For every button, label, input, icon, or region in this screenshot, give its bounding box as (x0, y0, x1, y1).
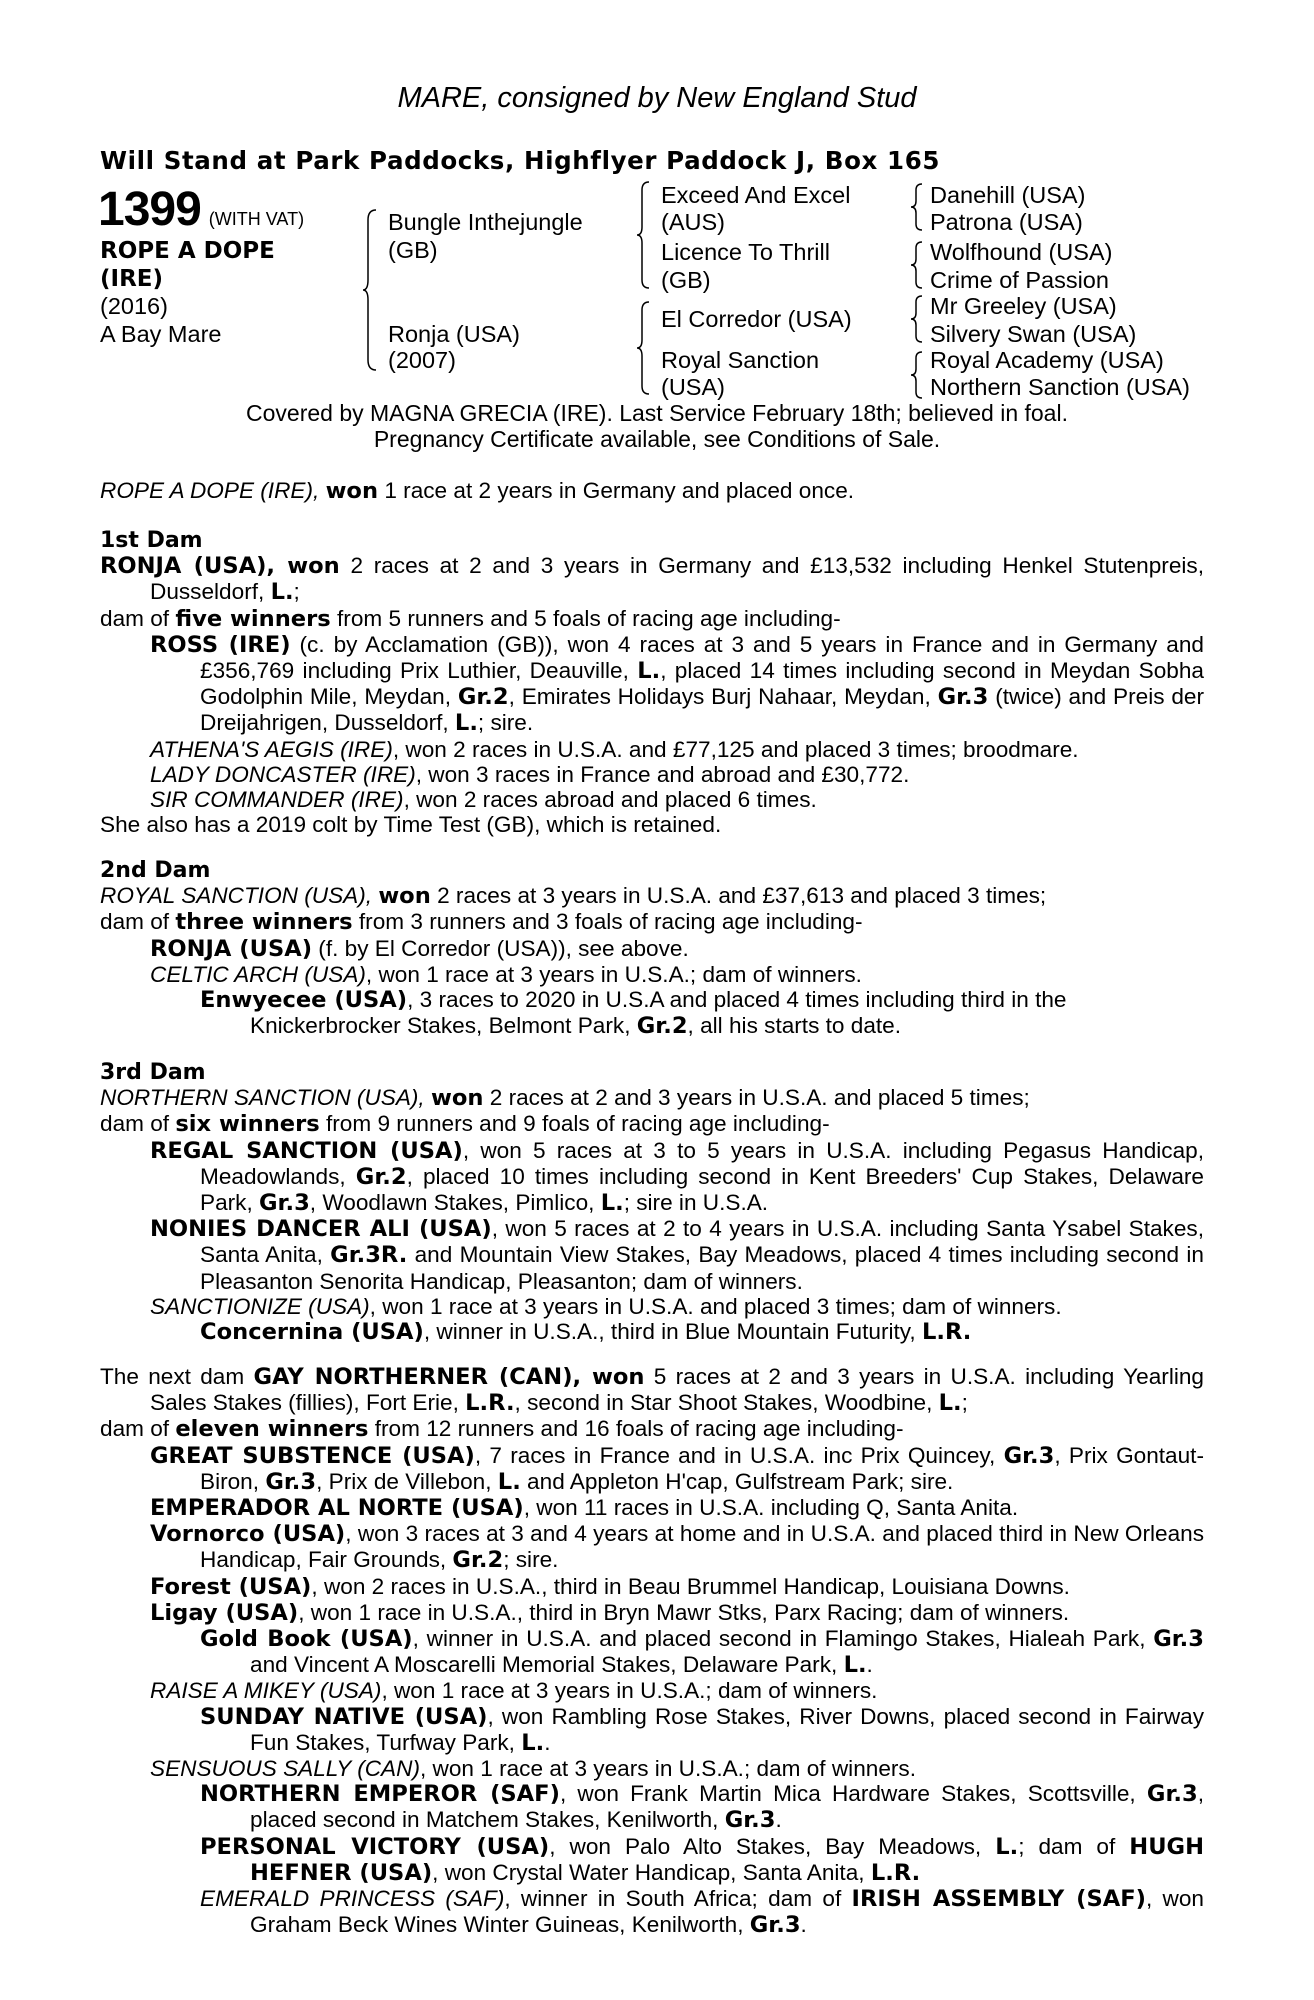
won-word: won (378, 883, 431, 910)
group-mark: Gr.3 (1153, 1626, 1204, 1653)
sensuous-text: , won 1 race at 3 years in U.S.A.; dam of winners. (419, 1756, 916, 1782)
sanctionize-text: , won 1 race at 3 years in U.S.A. and placed 3 times; dam of winners. (369, 1293, 1062, 1319)
regal-text: , won 5 races at 3 to 5 years in U.S.A. including Pegasus Handicap, Meadowlands, (200, 1137, 1204, 1189)
punct: . (775, 1807, 782, 1833)
first-dam-section (100, 528, 1204, 837)
second-dam-lead (100, 883, 1204, 909)
ross-entry (100, 632, 1204, 737)
vornorco-name: Vornorco (USA) (150, 1521, 346, 1548)
listed-mark: L. (497, 1468, 521, 1495)
regal-name: REGAL SANCTION (USA) (150, 1137, 463, 1164)
horse-year: (2016) (100, 293, 168, 319)
group-mark: Gr.3 (265, 1468, 317, 1495)
sds-name: Wolfhound (USA) (930, 239, 1113, 265)
regal-text: , placed 10 times including second in Kent Breeders' Cup Stakes, Delaware Park, (200, 1163, 1204, 1216)
gold-book-name: Gold Book (USA) (200, 1626, 413, 1653)
sir-text: , won 2 races abroad and placed 6 times. (403, 787, 817, 813)
northern-emperor-name: NORTHERN EMPEROR (SAF) (200, 1781, 560, 1808)
personal-victory-entry (100, 1834, 1204, 1886)
ligay-entry (100, 1600, 1204, 1626)
group-mark: Gr.3 (749, 1912, 801, 1939)
second-dam-name: ROYAL SANCTION (USA), (100, 883, 373, 909)
sunday-name: SUNDAY NATIVE (USA) (200, 1703, 488, 1730)
sd-country: (GB) (661, 267, 711, 293)
ss-brace (910, 182, 924, 232)
sensuous-entry (100, 1756, 1204, 1781)
concernina-name: Concernina (USA) (200, 1319, 424, 1346)
listed-mark: L. (995, 1833, 1019, 1860)
third-dam-lead (100, 1085, 1204, 1111)
gold-text: , winner in U.S.A. and placed second in Flamingo Stakes, Hialeah Park, (412, 1626, 1154, 1652)
enwyecee-name: Enwyecee (USA) (200, 987, 408, 1014)
forest-text: , won 2 races in U.S.A., third in Beau Brummel Handicap, Louisiana Downs. (311, 1573, 1070, 1599)
vat-note: (WITH VAT) (208, 209, 305, 229)
athena-name: ATHENA'S AEGIS (IRE) (150, 736, 393, 762)
ross-text: , Emirates Holidays Burj Nahaar, Meydan, (508, 684, 938, 710)
ronja-text: (f. by El Corredor (USA)), see above. (312, 935, 689, 961)
sir-entry (100, 787, 1204, 812)
horse-description: A Bay Mare (100, 321, 222, 347)
next-dam-text: , second in Star Shoot Stakes, Woodbine, (514, 1390, 939, 1416)
ross-text: (c. by Acclamation (GB)), won 4 races at 3 and 5 years in France and in Germany and £356,769 including Prix Luthier, Deauville, (200, 631, 1204, 684)
regal-text: , Woodlawn Stakes, Pimlico, (309, 1190, 601, 1216)
dam-year: (2007) (388, 347, 456, 373)
great-substence-entry (100, 1443, 1204, 1495)
vornorco-text: , won 3 races at 3 and 4 years at home and in U.S.A. and placed third in New Orleans Handicap, Fair Grounds, (200, 1521, 1205, 1573)
dam-of-prefix: dam of (100, 605, 176, 631)
second-dam-text: 2 races at 3 years in U.S.A. and £37,613 and placed 3 times; (430, 883, 1047, 909)
lot-number-value: 1399 (98, 183, 201, 236)
first-dam-heading: 1st Dam (100, 528, 203, 553)
sire-name: Bungle Inthejungle (388, 209, 583, 235)
third-dam-section (100, 1060, 1204, 1345)
emerald-princess-entry (100, 1886, 1204, 1938)
sd-brace (910, 240, 924, 290)
group-mark: Gr.3R. (330, 1242, 408, 1269)
intro-name: ROPE A DOPE (IRE), (100, 478, 320, 503)
emperador-text: , won 11 races in U.S.A. including Q, Santa Anita. (523, 1495, 1019, 1521)
sire-brace (636, 180, 652, 290)
personal-victory-name: PERSONAL VICTORY (USA) (200, 1833, 550, 1860)
listed-restricted-mark: L.R. (921, 1319, 972, 1346)
next-dam-of (100, 1416, 1204, 1442)
third-dam-heading: 3rd Dam (100, 1060, 206, 1085)
second-dam-section (100, 858, 1204, 1039)
ep-text: , winner in South Africa; dam of (504, 1886, 852, 1912)
gold-book-entry (100, 1626, 1204, 1678)
listed-mark: L. (843, 1652, 867, 1679)
celtic-name: CELTIC ARCH (USA) (150, 961, 366, 987)
dam-of-prefix: dam of (100, 1111, 176, 1137)
next-dam-name: GAY NORTHERNER (CAN), won (253, 1364, 645, 1390)
dam-of-prefix: dam of (100, 909, 176, 935)
celtic-text: , won 1 race at 3 years in U.S.A.; dam of winners. (365, 961, 862, 987)
concernina-entry (100, 1319, 1204, 1345)
listed-mark: L. (454, 710, 478, 737)
hugh-hefner-name: HUGH HEFNER (USA) (250, 1833, 1205, 1886)
ross-name: ROSS (IRE) (150, 631, 291, 658)
also-note: She also has a 2019 colt by Time Test (GB), which is retained. (100, 812, 722, 838)
enwyecee-text: , all his starts to date. (687, 1013, 902, 1039)
ds-name: El Corredor (USA) (661, 306, 852, 332)
listed-restricted-mark: L.R. (870, 1859, 921, 1886)
dd-name: Royal Sanction (661, 347, 820, 373)
winners-count: eleven winners (175, 1416, 369, 1443)
sire-dam-brace (362, 208, 380, 372)
gold-text: and Vincent A Moscarelli Memorial Stakes, Delaware Park, (250, 1652, 844, 1678)
pregnancy-line: Pregnancy Certificate available, see Conditions of Sale. (373, 426, 941, 452)
group-mark: Gr.2 (457, 684, 509, 711)
dds-name: Royal Academy (USA) (930, 347, 1164, 373)
lady-name: LADY DONCASTER (IRE) (150, 761, 416, 787)
group-mark: Gr.3 (1003, 1442, 1055, 1469)
punct: ; (961, 1390, 968, 1416)
page-title: MARE, consigned by New England Stud (397, 82, 917, 114)
vornorco-text: ; sire. (503, 1547, 559, 1573)
nonies-entry (100, 1216, 1204, 1294)
enwyecee-entry (100, 987, 1204, 1039)
winners-count: three winners (175, 909, 353, 936)
northern-emperor-entry (100, 1781, 1204, 1833)
ne-text: , won Frank Martin Mica Hardware Stakes, Scottsville, (559, 1781, 1147, 1807)
sdd-name: Crime of Passion (930, 267, 1109, 293)
sunday-entry (100, 1704, 1204, 1756)
dam-of-suffix: from 5 runners and 5 foals of racing age including- (330, 605, 841, 631)
covered-line: Covered by MAGNA GRECIA (IRE). Last Service February 18th; believed in foal. (246, 400, 1068, 426)
gs-text: , 7 races in France and in U.S.A. inc Prix Quincey, (474, 1442, 1004, 1468)
ss-name: Exceed And Excel (661, 182, 851, 208)
ds-brace (910, 294, 924, 344)
next-dam-section (100, 1364, 1204, 1938)
group-mark: Gr.2 (355, 1163, 407, 1190)
sire-country: (GB) (388, 237, 438, 263)
listed-mark: L. (938, 1390, 962, 1417)
intro-rest: 1 race at 2 years in Germany and placed once. (378, 478, 855, 503)
horse-name-line1: ROPE A DOPE (100, 238, 275, 264)
ronja-name: RONJA (USA) (150, 935, 313, 962)
forest-entry (100, 1574, 1204, 1600)
punct: . (866, 1652, 873, 1678)
punct: ; (293, 579, 300, 605)
first-dam-lead (100, 553, 1204, 605)
pv-text: ; dam of (1018, 1833, 1130, 1859)
ross-text: ; sire. (477, 710, 534, 736)
forest-name: Forest (USA) (150, 1573, 312, 1600)
group-mark: Gr.3 (1146, 1781, 1198, 1808)
dam-of-suffix: from 9 runners and 9 foals of racing age including- (319, 1111, 830, 1137)
ross-text: (twice) and Preis der Dreijahrigen, Dusseldorf, (200, 684, 1205, 736)
celtic-entry (100, 962, 1204, 987)
ss-country: (AUS) (661, 209, 725, 235)
ddd-name: Northern Sanction (USA) (930, 374, 1190, 400)
dam-name: Ronja (USA) (388, 321, 520, 347)
raise-name: RAISE A MIKEY (USA) (150, 1678, 382, 1704)
dam-brace (636, 300, 652, 396)
group-mark: Gr.3 (259, 1190, 310, 1217)
emperador-entry (100, 1495, 1204, 1521)
next-dam-prefix: The next dam (100, 1364, 254, 1389)
next-dam-text: 5 races at 2 and 3 years in U.S.A. including Yearling Sales Stakes (fillies), Fort Erie, (150, 1364, 1204, 1416)
nonies-name: NONIES DANCER ALI (USA) (150, 1216, 492, 1243)
regal-entry (100, 1138, 1204, 1217)
third-dam-of (100, 1111, 1204, 1137)
ligay-text: , won 1 race in U.S.A., third in Bryn Mawr Stks, Parx Racing; dam of winners. (298, 1599, 1070, 1625)
dd-brace (910, 350, 924, 400)
lady-text: , won 3 races in France and abroad and £30,772. (415, 761, 910, 787)
emerald-princess-name: EMERALD PRINCESS (SAF) (200, 1886, 505, 1912)
sunday-text: , won Rambling Rose Stakes, River Downs, placed second in Fairway Fun Stakes, Turfway Park, (250, 1703, 1204, 1755)
ssd-name: Patrona (USA) (930, 209, 1083, 235)
dam-of-prefix: dam of (100, 1416, 176, 1442)
listed-restricted-mark: L.R. (465, 1390, 515, 1417)
dam-of-suffix: from 3 runners and 3 foals of racing age including- (352, 909, 863, 935)
first-dam-of (100, 606, 1204, 632)
sensuous-name: SENSUOUS SALLY (CAN) (150, 1756, 420, 1782)
ligay-name: Ligay (USA) (150, 1599, 299, 1626)
emperador-name: EMPERADOR AL NORTE (USA) (150, 1495, 524, 1522)
punct: . (544, 1729, 551, 1755)
sd-name: Licence To Thrill (661, 239, 830, 265)
regal-text: ; sire in U.S.A. (623, 1190, 769, 1216)
intro-won: won (325, 478, 379, 504)
sanctionize-entry (100, 1294, 1204, 1319)
irish-assembly-name: IRISH ASSEMBLY (SAF) (851, 1886, 1146, 1913)
great-substence-name: GREAT SUBSTENCE (USA) (150, 1442, 475, 1469)
lot-number (98, 182, 304, 237)
listed-mark: L. (637, 658, 661, 685)
dam-of-suffix: from 12 runners and 16 foals of racing age including- (368, 1416, 904, 1442)
ross-text: , placed 14 times including second in Meydan Sobha Godolphin Mile, Meydan, (200, 658, 1204, 710)
dsd-name: Silvery Swan (USA) (930, 321, 1137, 347)
ne-text: , placed second in Matchem Stakes, Kenilworth, (250, 1781, 1204, 1833)
winners-count: five winners (175, 605, 331, 632)
pv-text: , won Palo Alto Stakes, Bay Meadows, (549, 1833, 996, 1859)
punct: . (800, 1912, 807, 1938)
group-mark: Gr.2 (452, 1547, 504, 1574)
first-dam-text: 2 races at 2 and 3 years in Germany and £13,532 including Henkel Stutenpreis, Dusseldorf, (150, 553, 1204, 605)
intro-paragraph (100, 478, 1204, 504)
stand-location: Will Stand at Park Paddocks, Highflyer Paddock J, Box 165 (100, 146, 940, 175)
sss-name: Danehill (USA) (930, 182, 1086, 208)
horse-name-line2: (IRE) (100, 266, 164, 292)
athena-text: , won 2 races in U.S.A. and £77,125 and placed 3 times; broodmare. (392, 736, 1079, 762)
enwyecee-text: , 3 races to 2020 in U.S.A and placed 4 times including third in the Knickerbrocker Stakes, Belmont Park, (250, 987, 1067, 1039)
group-mark: Gr.3 (724, 1807, 776, 1834)
won-word: won (430, 1085, 484, 1112)
nonies-text: and Mountain View Stakes, Bay Meadows, placed 4 times including second in Pleasanton Senorita Handicap, Pleasanton; dam of winners. (200, 1242, 1204, 1294)
listed-mark: L. (270, 579, 294, 606)
concernina-text: , winner in U.S.A., third in Blue Mountain Futurity, (423, 1319, 922, 1345)
third-dam-text: 2 races at 2 and 3 years in U.S.A. and placed 5 times; (483, 1085, 1030, 1111)
ia-text: , won Graham Beck Wines Winter Guineas, Kenilworth, (250, 1886, 1205, 1938)
group-mark: Gr.2 (636, 1013, 688, 1040)
gs-text: , Prix de Villebon, (316, 1468, 498, 1494)
lady-entry (100, 762, 1204, 787)
gs-text: and Appleton H'cap, Gulfstream Park; sire. (520, 1468, 954, 1494)
dss-name: Mr Greeley (USA) (930, 293, 1117, 319)
gs-text: , Prix Gontaut-Biron, (200, 1442, 1204, 1494)
sir-name: SIR COMMANDER (IRE) (150, 787, 404, 813)
group-mark: Gr.3 (937, 684, 989, 711)
third-dam-name: NORTHERN SANCTION (USA), (100, 1085, 425, 1111)
listed-mark: L. (600, 1190, 624, 1217)
ronja-entry (100, 936, 1204, 962)
winners-count: six winners (175, 1111, 320, 1138)
second-dam-heading: 2nd Dam (100, 858, 211, 883)
second-dam-of (100, 909, 1204, 935)
sanctionize-name: SANCTIONIZE (USA) (150, 1293, 370, 1319)
vornorco-entry (100, 1521, 1204, 1573)
athena-entry (100, 737, 1204, 762)
first-dam-name: RONJA (USA), won (100, 553, 340, 580)
raise-entry (100, 1678, 1204, 1703)
listed-mark: L. (521, 1729, 545, 1756)
nonies-text: , won 5 races at 2 to 4 years in U.S.A. including Santa Ysabel Stakes, Santa Anita, (200, 1216, 1204, 1268)
next-dam-lead (100, 1364, 1204, 1416)
raise-text: , won 1 race at 3 years in U.S.A.; dam of winners. (381, 1678, 878, 1704)
dd-country: (USA) (661, 374, 725, 400)
hh-text: , won Crystal Water Handicap, Santa Anita, (432, 1859, 871, 1885)
